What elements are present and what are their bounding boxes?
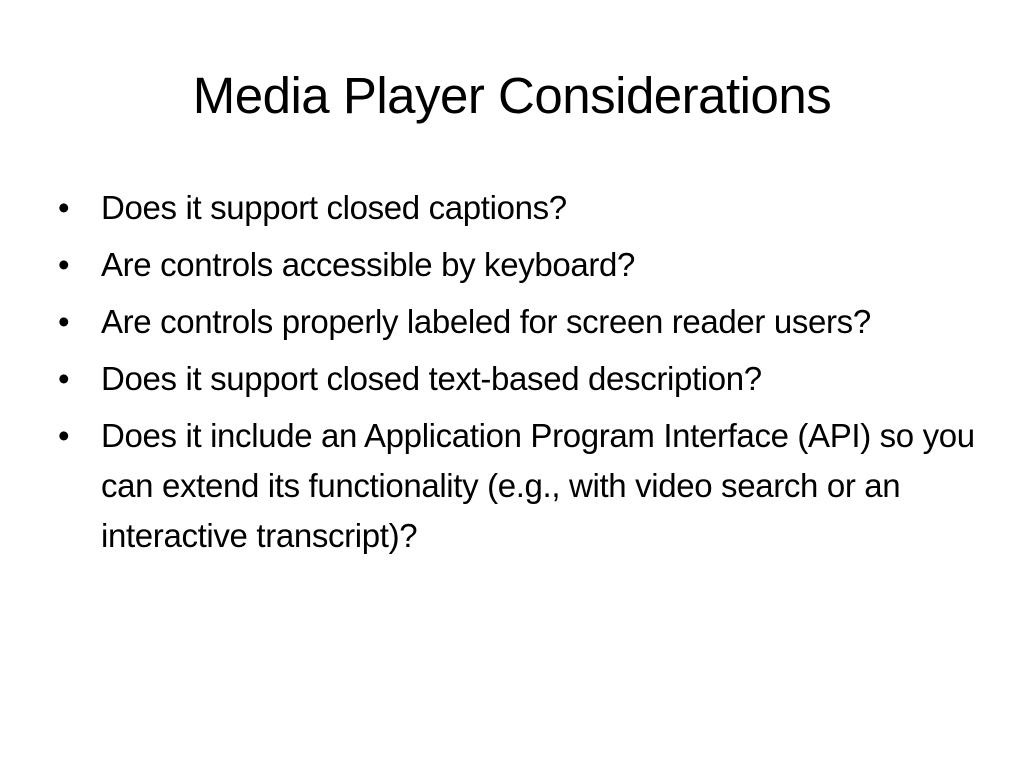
bullet-text: Does it support closed captions?: [101, 189, 567, 226]
bullet-text: Are controls properly labeled for screen reader users?: [101, 303, 871, 340]
slide-title: Media Player Considerations: [192, 67, 832, 124]
bullet-dot: •: [58, 360, 70, 397]
bullet-dot: •: [58, 303, 70, 340]
bullet-dot: •: [58, 246, 70, 283]
bullet-item-labels: [58, 297, 978, 347]
bullet-dot: •: [58, 189, 70, 226]
bullet-item-keyboard: [58, 240, 978, 290]
bullet-list: [58, 183, 978, 568]
bullet-text: Does it include an Application Program Interface (API) so you can extend its functionality (e.g., with video search or an interactive transcript)?: [101, 417, 975, 554]
bullet-dot: •: [58, 417, 70, 454]
bullet-text: Does it support closed text-based description?: [101, 360, 762, 397]
bullet-text: Are controls accessible by keyboard?: [101, 246, 636, 283]
bullet-item-description: [58, 354, 978, 404]
bullet-item-captions: [58, 183, 978, 233]
bullet-item-api: [58, 411, 978, 561]
